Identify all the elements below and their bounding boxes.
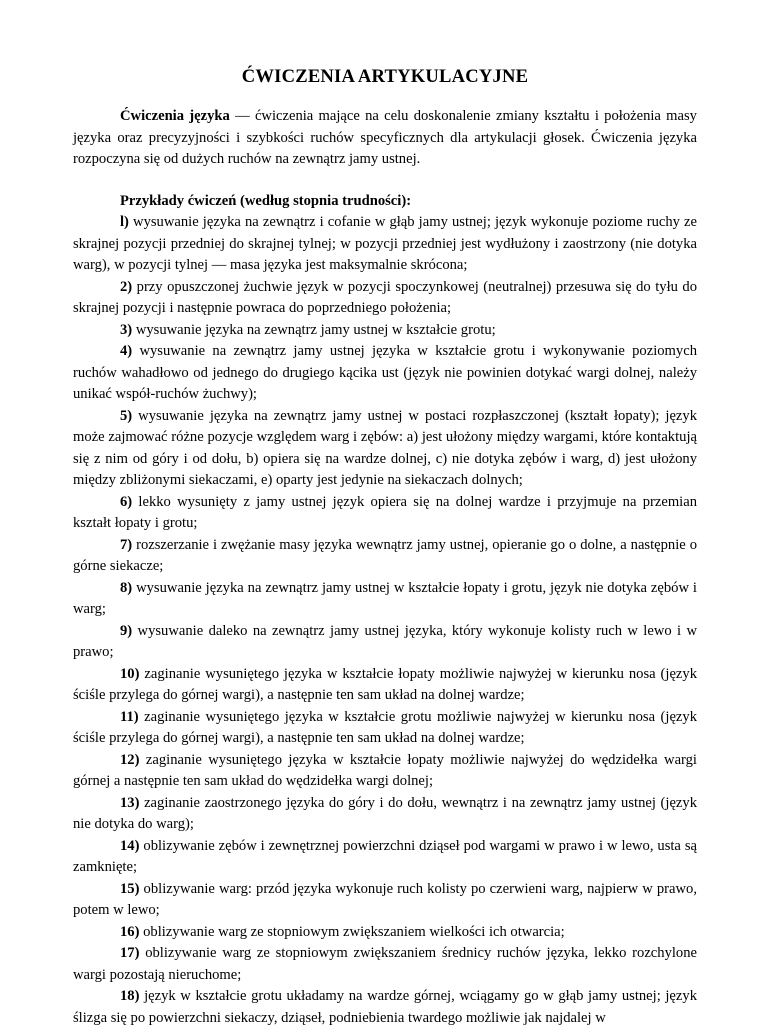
exercise-text: wysuwanie języka na zewnątrz i cofanie w głąb jamy ustnej; język wykonuje poziome ruchy ze skrajnej pozycji przedniej do skrajnej tylnej; w pozycji przedniej jest wydłużony i zaostrzony (nie dotyka warg), w pozycji tylnej — masa języka jest maksymalnie skrócona;	[73, 214, 697, 273]
exercise-number: 16)	[120, 923, 140, 940]
exercise-number: l)	[120, 214, 129, 230]
exercise-text: zaginanie wysuniętego języka w kształcie łopaty możliwie najwyżej w kierunku nosa (język ściśle przylega do górnej wargi), a następnie ten sam układ na dolnej wardze;	[73, 665, 697, 703]
exercise-text: rozszerzanie i zwężanie masy języka wewnątrz jamy ustnej, opieranie go o dolne, a następnie o górne siekacze;	[73, 536, 697, 574]
exercise-text: oblizywanie warg ze stopniowym zwiększaniem wielkości ich otwarcia;	[139, 923, 565, 940]
exercise-text: zaginanie wysuniętego języka w kształcie łopaty możliwie najwyżej do wędzidełka wargi górnej a następnie ten sam układ do wędzidełka wargi dolnej;	[73, 751, 697, 789]
exercise-text: zaginanie wysuniętego języka w kształcie grotu możliwie najwyżej w kierunku nosa (język ściśle przylega do górnej wargi), a następnie ten sam układ na dolnej wardze;	[73, 708, 697, 746]
exercise-text: język w kształcie grotu układamy na wardze górnej, wciągamy go w głąb jamy ustnej; język ślizga się po powierzchni siekaczy, dziąseł, podniebienia twardego możliwie jak najdalej w	[73, 988, 697, 1026]
exercise-text: wysuwanie daleko na zewnątrz jamy ustnej języka, który wykonuje kolisty ruch w lewo i w prawo;	[73, 622, 697, 660]
exercise-item	[73, 664, 697, 707]
exercise-item	[73, 212, 697, 277]
exercise-number: 12)	[120, 751, 140, 768]
intro-text: — ćwiczenia mające na celu doskonalenie zmiany kształtu i położenia masy języka oraz precyzyjności i szybkości ruchów specyficznych dla artykulacji głosek. Ćwiczenia języka rozpoczyna się od dużych ruchów na zewnątrz jamy ustnej.	[73, 108, 697, 167]
exercise-item	[73, 341, 697, 406]
exercise-number: 8)	[120, 579, 133, 596]
exercise-item	[73, 535, 697, 578]
exercise-number: 7)	[120, 536, 133, 553]
exercise-item	[73, 879, 697, 922]
exercise-text: przy opuszczonej żuchwie język w pozycji spoczynkowej (neutralnej) przesuwa się do tyłu do skrajnej pozycji i następnie powraca do poprzedniego położenia;	[73, 278, 697, 316]
exercise-text: oblizywanie warg: przód języka wykonuje ruch kolisty po czerwieni warg, najpierw w prawo, potem w lewo;	[73, 880, 697, 918]
exercise-text: oblizywanie warg ze stopniowym zwiększaniem średnicy ruchów języka, lekko rozchylone wargi pozostają nieruchome;	[73, 945, 697, 983]
exercise-item	[73, 621, 697, 664]
exercise-item	[73, 836, 697, 879]
exercise-number: 11)	[120, 708, 139, 725]
exercise-text: oblizywanie zębów i zewnętrznej powierzchni dziąseł pod wargami w prawo i w lewo, usta są zamknięte;	[73, 837, 697, 875]
exercise-number: 2)	[120, 278, 133, 295]
exercise-item	[73, 943, 697, 986]
exercise-number: 5)	[120, 407, 133, 424]
exercise-number: 3)	[120, 321, 133, 338]
exercise-item	[73, 707, 697, 750]
exercise-number: 9)	[120, 622, 133, 639]
exercise-number: 10)	[120, 665, 140, 682]
document-page	[73, 0, 697, 1029]
exercise-text: wysuwanie języka na zewnątrz jamy ustnej w kształcie łopaty i grotu, język nie dotyka zębów i warg;	[73, 579, 697, 617]
exercise-number: 17)	[120, 945, 140, 961]
exercise-text: wysuwanie języka na zewnątrz jamy ustnej w kształcie grotu;	[132, 321, 496, 338]
exercise-item	[73, 320, 697, 342]
exercise-item	[73, 750, 697, 793]
exercise-text: wysuwanie języka na zewnątrz jamy ustnej w postaci rozpłaszczonej (kształt łopaty); język może zajmować różne pozycje względem warg i zębów: a) jest ułożony między wargami, które kontaktują się z nim od góry i od dołu, b) opiera się na wardze dolnej, c) nie dotyka zębów i warg, d) jest ułożony między zbliżonymi siekaczami, e) oparty jest jedynie na siekaczach dolnych;	[73, 407, 697, 488]
examples-heading: Przykłady ćwiczeń (według stopnia trudności):	[120, 192, 412, 209]
exercise-number: 18)	[120, 988, 140, 1004]
intro-term: Ćwiczenia języka	[120, 108, 230, 124]
exercise-item	[73, 277, 697, 320]
exercise-text: wysuwanie na zewnątrz jamy ustnej języka w kształcie grotu i wykonywanie poziomych ruchów wahadłowo od jednego do drugiego kącika ust (język nie powinien dotykać wargi dolnej, należy unikać współ-ruchów żuchwy);	[73, 343, 697, 402]
exercise-number: 6)	[120, 493, 133, 510]
exercise-number: 14)	[120, 837, 140, 854]
exercise-number: 15)	[120, 880, 140, 897]
exercise-item	[73, 492, 697, 535]
exercise-item	[73, 578, 697, 621]
exercise-list	[73, 212, 697, 1029]
page-title: ĆWICZENIA ARTYKULACYJNE	[241, 66, 529, 87]
exercise-item	[73, 793, 697, 836]
exercise-item	[73, 986, 697, 1029]
exercise-item	[73, 406, 697, 492]
exercise-item	[73, 922, 697, 944]
exercise-text: lekko wysunięty z jamy ustnej język opiera się na dolnej wardze i przyjmuje na przemian kształt łopaty i grotu;	[73, 493, 697, 531]
intro-paragraph	[73, 106, 697, 171]
exercise-text: zaginanie zaostrzonego języka do góry i do dołu, wewnątrz i na zewnątrz jamy ustnej (język nie dotyka do warg);	[73, 794, 697, 832]
exercise-number: 4)	[120, 343, 133, 359]
exercise-number: 13)	[120, 794, 140, 811]
